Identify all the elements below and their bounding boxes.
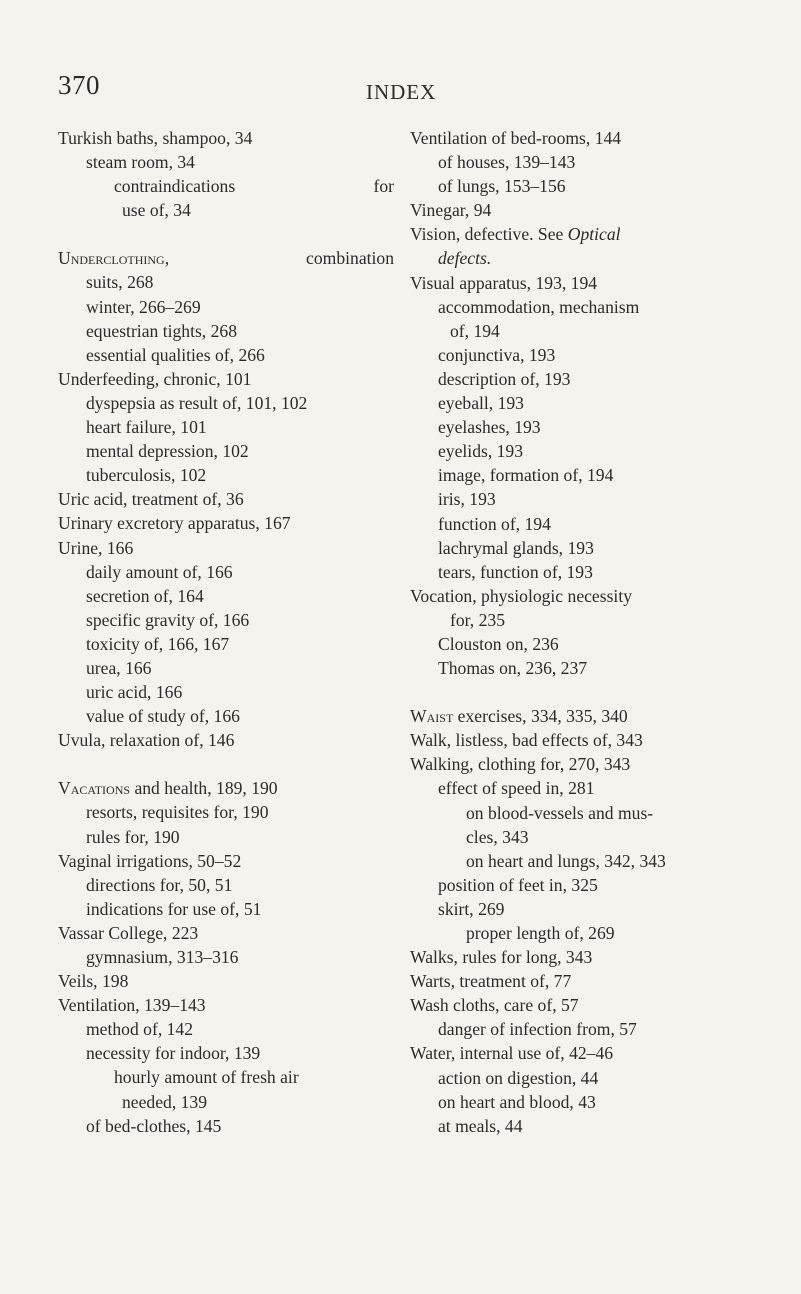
index-subentry: rules for, 190 (86, 826, 180, 847)
index-subentry: daily amount of, 166 (86, 561, 233, 582)
index-subentry: equestrian tights, 268 (86, 320, 237, 341)
entry-heading: Underclothing, (58, 248, 170, 269)
index-entry: Ventilation, 139–143 (58, 995, 206, 1016)
index-subentry: on heart and lungs, 342, 343 (466, 850, 666, 871)
index-subentry: on blood-vessels and mus- (466, 802, 654, 823)
index-subentry: gymnasium, 313–316 (86, 947, 239, 967)
index-subentry: position of feet in, 325 (438, 874, 598, 895)
index-column-left (58, 126, 400, 1138)
index-entry: Vinegar, 94 (410, 200, 492, 221)
entry-text: combination (306, 248, 394, 269)
index-subentry: tears, function of, 193 (438, 561, 593, 582)
index-entry: Underfeeding, chronic, 101 (58, 368, 252, 389)
index-subentry: eyelashes, 193 (438, 417, 541, 438)
index-subentry: on heart and blood, 43 (438, 1091, 596, 1112)
index-subentry: necessity for indoor, 139 (86, 1043, 261, 1064)
entry-text: and health, 189, 190 (130, 778, 278, 799)
index-entry (58, 776, 400, 800)
index-subentry: of lungs, 153–156 (438, 176, 566, 197)
index-subentry: of bed-clothes, 145 (86, 1115, 222, 1136)
index-subentry: accommodation, mechanism (438, 296, 640, 317)
index-subentry: secretion of, 164 (86, 585, 204, 606)
index-subentry: mental depression, 102 (86, 441, 249, 462)
index-subentry: indications for use of, 51 (86, 898, 262, 919)
index-entry-continued: for, 235 (450, 609, 505, 630)
index-subentry: image, formation of, 194 (438, 465, 614, 486)
cross-reference: defects. (438, 248, 492, 269)
index-subentry: heart failure, 101 (86, 417, 207, 438)
index-subentry: hourly amount of fresh air (114, 1067, 299, 1088)
page-number: 370 (58, 70, 100, 100)
index-subentry: action on digestion, 44 (438, 1067, 599, 1088)
index-subentry: Clouston on, 236 (438, 633, 559, 654)
index-subentry (58, 174, 400, 198)
index-subentry: conjunctiva, 193 (438, 344, 556, 365)
index-subentry: function of, 194 (438, 513, 551, 534)
index-entry: Uric acid, treatment of, 36 (58, 489, 244, 510)
index-entry: Uvula, relaxation of, 146 (58, 730, 235, 751)
index-subentry: uric acid, 166 (86, 682, 183, 703)
index-entry: Walks, rules for long, 343 (410, 947, 593, 968)
entry-text: contraindications (114, 176, 236, 197)
index-entry: Water, internal use of, 42–46 (410, 1043, 614, 1064)
index-column-right (410, 126, 750, 1138)
index-subentry: proper length of, 269 (466, 923, 615, 943)
index-subentry: Thomas on, 236, 237 (438, 658, 588, 679)
index-entry-continued (410, 246, 750, 270)
index-subentry: dyspepsia as result of, 101, 102 (86, 392, 308, 413)
index-subentry: skirt, 269 (438, 898, 505, 919)
index-entry: Walking, clothing for, 270, 343 (410, 754, 631, 775)
entry-text: exercises, 334, 335, 340 (453, 706, 628, 727)
index-subentry: at meals, 44 (438, 1115, 523, 1136)
index-subentry-continued: needed, 139 (122, 1091, 208, 1112)
entry-text: for (373, 176, 394, 197)
cross-reference: Optical (567, 224, 621, 245)
index-entry: Vassar College, 223 (58, 922, 199, 943)
entry-heading: Vacations (58, 778, 131, 799)
index-subentry: specific gravity of, 166 (86, 609, 250, 630)
index-subentry: effect of speed in, 281 (438, 778, 595, 799)
index-subentry: description of, 193 (438, 368, 571, 389)
index-subentry: steam room, 34 (86, 152, 195, 173)
index-subentry: eyeball, 193 (438, 393, 524, 414)
index-subentry-continued: of, 194 (450, 320, 500, 341)
index-subentry-continued: suits, 268 (86, 272, 154, 293)
index-subentry: value of study of, 166 (86, 706, 240, 727)
index-entry (58, 246, 400, 270)
index-entry: Veils, 198 (58, 971, 129, 992)
index-subentry: iris, 193 (438, 489, 496, 510)
index-subentry: toxicity of, 166, 167 (86, 633, 230, 654)
index-subentry: tuberculosis, 102 (86, 465, 207, 486)
index-entry: Vocation, physiologic necessity (410, 585, 633, 606)
index-subentry: winter, 266–269 (86, 296, 201, 317)
index-subentry: directions for, 50, 51 (86, 874, 233, 895)
index-subentry: method of, 142 (86, 1019, 194, 1040)
running-head: INDEX (366, 80, 437, 104)
index-entry: Vaginal irrigations, 50–52 (58, 850, 242, 871)
index-subentry: essential qualities of, 266 (86, 344, 265, 365)
index-entry: Urinary excretory apparatus, 167 (58, 513, 291, 534)
index-entry: Ventilation of bed-rooms, 144 (410, 128, 622, 148)
index-subentry: lachrymal glands, 193 (438, 537, 594, 558)
index-subentry: eyelids, 193 (438, 441, 524, 462)
index-entry: Walk, listless, bad effects of, 343 (410, 730, 643, 751)
entry-heading: Waist (410, 706, 454, 727)
index-subentry: resorts, requisites for, 190 (86, 802, 269, 823)
index-subentry: of houses, 139–143 (438, 152, 576, 173)
index-subentry-continued: use of, 34 (122, 200, 191, 221)
index-entry: Wash cloths, care of, 57 (410, 995, 579, 1016)
index-entry: Turkish baths, shampoo, 34 (58, 128, 253, 148)
index-subentry: danger of infection from, 57 (438, 1019, 637, 1040)
index-entry: Urine, 166 (58, 537, 134, 558)
index-entry: Warts, treatment of, 77 (410, 971, 572, 992)
index-subentry: urea, 166 (86, 657, 152, 678)
index-subentry-continued: cles, 343 (466, 826, 529, 847)
index-entry: Visual apparatus, 193, 194 (410, 272, 598, 293)
index-entry (410, 222, 750, 246)
entry-text: Vision, defective. See (410, 224, 568, 245)
index-entry (410, 704, 750, 728)
